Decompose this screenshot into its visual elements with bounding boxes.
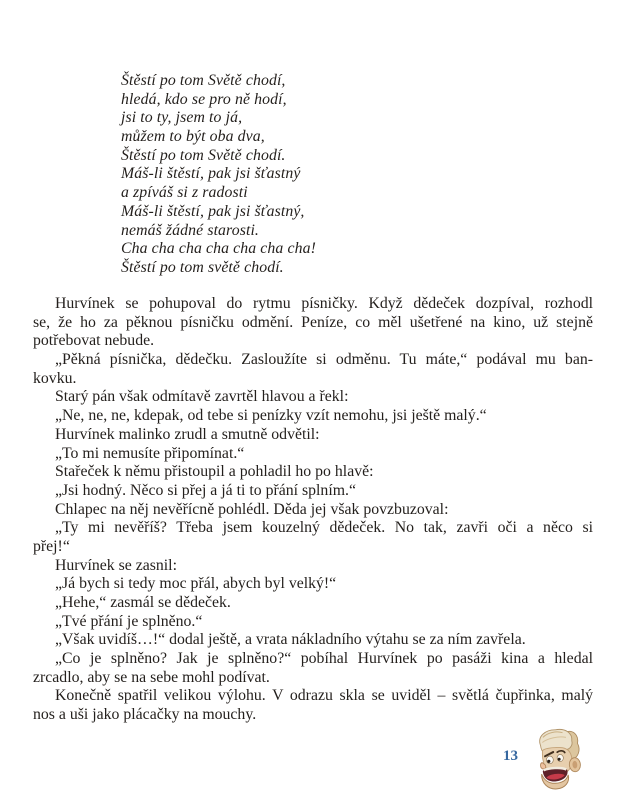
poem-line: můžem to být oba dva,	[121, 128, 265, 146]
prose-line: zrcadlo, aby se na sebe mohl podívat.	[33, 668, 270, 686]
prose-line: „Jsi hodný. Něco si přej a já ti to přání splním.“	[55, 481, 356, 499]
paragraph	[33, 482, 593, 501]
prose-line: Chlapec na něj nevěřícně pohlédl. Děda jej však povzbuzoval:	[55, 500, 449, 518]
prose-line: potřebovat nebude.	[33, 332, 155, 350]
paragraph	[33, 388, 593, 407]
paragraph	[33, 501, 593, 520]
prose-line: nos a uši jako plácačky na mouchy.	[33, 706, 257, 724]
prose-line: Hurvínek se zasnil:	[55, 556, 177, 574]
prose-line: „Ne, ne, ne, kdepak, od tebe si penízky vzít nemohu, jsi ještě malý.“	[55, 407, 487, 425]
paragraph	[33, 631, 593, 650]
prose-line: Hurvínek se pohupoval do rytmu písničky. Když dědeček dozpíval, rozhodl	[55, 295, 593, 312]
prose-line: „Ty mi nevěříš? Třeba jsem kouzelný dědeček. No tak, zavři oči a něco si	[55, 519, 593, 537]
paragraph	[33, 295, 593, 351]
poem-line: nemáš žádné starosti.	[121, 221, 259, 239]
paragraph	[33, 613, 593, 632]
poem-line: Cha cha cha cha cha cha cha!	[121, 240, 316, 258]
poem-line: a zpíváš si z radosti	[121, 184, 248, 202]
paragraph	[33, 575, 593, 594]
poem-line: Máš-li štěstí, pak jsi šťastný	[121, 165, 301, 183]
paragraph	[33, 650, 593, 687]
prose-line: Hurvínek malinko zrudl a smutně odvětil:	[55, 425, 320, 443]
paragraph	[33, 557, 593, 576]
prose-line: „Tvé přání je splněno.“	[55, 612, 203, 630]
page-number: 13	[503, 748, 518, 764]
prose-line: Stařeček k němu přistoupil a pohladil ho po hlavě:	[55, 463, 374, 481]
prose-line: kovku.	[33, 369, 77, 387]
poem-line: hledá, kdo se pro ně hodí,	[121, 90, 287, 108]
paragraph	[33, 594, 593, 613]
story-text	[33, 295, 593, 725]
prose-line: „To mi nemusíte připomínat.“	[55, 444, 245, 462]
prose-line: Konečně spatřil velikou výlohu. V odrazu skla se uviděl – světlá čupřinka, malý	[55, 687, 593, 705]
hurvinek-head-icon	[535, 727, 585, 795]
prose-line: „Však uvidíš…!“ dodal ještě, a vrata nákladního výtahu se za ním zavřela.	[55, 631, 526, 649]
prose-line: „Co je splněno? Jak je splněno?“ pobíhal Hurvínek po pasáži kina a hledal	[55, 650, 593, 668]
prose-line: „Hehe,“ zasmál se dědeček.	[55, 594, 231, 611]
paragraph	[33, 351, 593, 388]
poem	[121, 72, 316, 278]
paragraph	[33, 407, 593, 426]
poem-line: jsi to ty, jsem to já,	[121, 109, 243, 127]
prose-line: se, že ho za pěknou písničku odmění. Peníze, co měl ušetřené na kino, už stejně	[33, 313, 593, 331]
prose-line: přej!“	[33, 537, 70, 555]
paragraph	[33, 687, 593, 724]
paragraph	[33, 445, 593, 464]
poem-line: Máš-li štěstí, pak jsi šťastný,	[121, 202, 305, 220]
paragraph	[33, 426, 593, 445]
poem-line: Štěstí po tom světě chodí.	[121, 258, 284, 276]
paragraph	[33, 519, 593, 556]
poem-line: Štěstí po tom Světě chodí,	[121, 72, 286, 89]
poem-line: Štěstí po tom Světě chodí.	[121, 146, 286, 164]
prose-line: Starý pán však odmítavě zavrtěl hlavou a řekl:	[55, 388, 349, 406]
prose-line: „Pěkná písnička, dědečku. Zasloužíte si odměnu. Tu máte,“ podával mu ban-	[55, 351, 593, 369]
prose-line: „Já bych si tedy moc přál, abych byl velký!“	[55, 575, 337, 593]
paragraph	[33, 463, 593, 482]
